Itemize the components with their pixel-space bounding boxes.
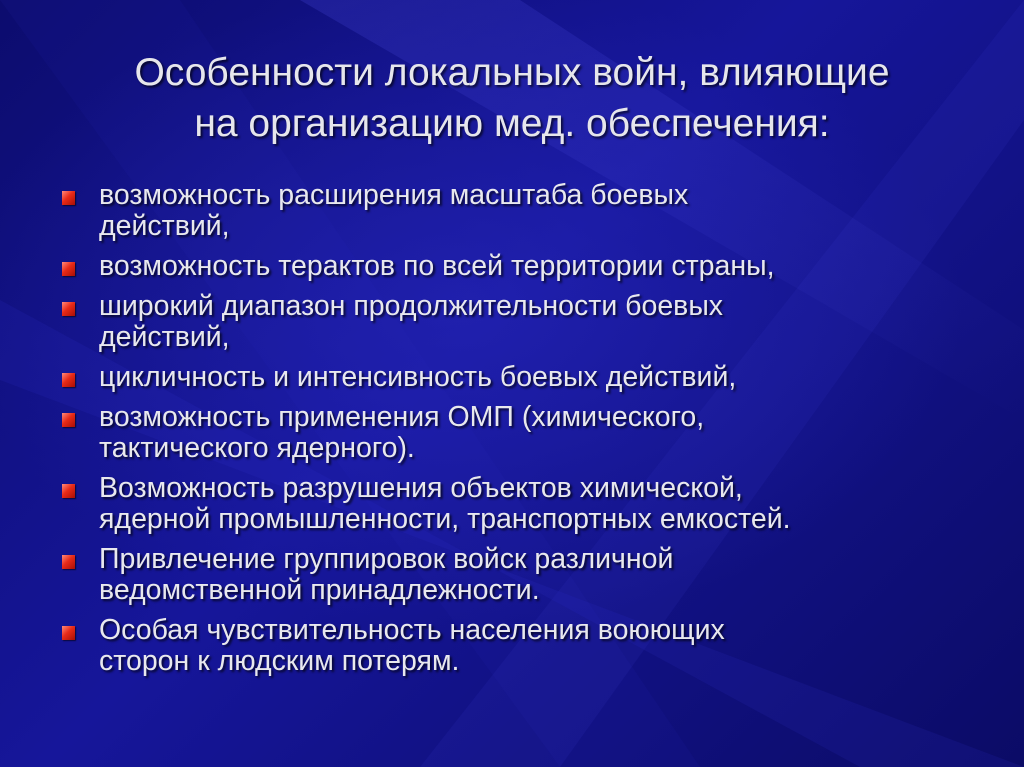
list-item-text: Привлечение группировок войск различной [99,543,674,575]
list-item-text: тактического ядерного). [99,432,415,464]
list-item-text: Особая чувствительность населения воюющих [99,614,725,646]
list-item [62,251,962,282]
list-item [62,291,962,353]
list-item [62,544,962,606]
title-line-2: на организацию мед. обеспечения: [194,102,830,145]
list-item-text: действий, [99,321,230,353]
red-square-bullet-icon [62,302,75,316]
red-square-bullet-icon [62,555,75,569]
title-line-1: Особенности локальных войн, влияющие [134,51,890,94]
list-item-text: возможность применения ОМП (химического, [99,401,705,433]
list-item [62,362,962,393]
list-item-text: Возможность разрушения объектов химической, [99,472,743,504]
list-item [62,180,962,242]
red-square-bullet-icon [62,484,75,498]
slide-title [0,47,1024,149]
list-item-text: возможность расширения масштаба боевых [99,179,689,211]
list-item-text: сторон к людским потерям. [99,645,460,677]
list-item [62,402,962,464]
list-item-text: действий, [99,210,230,242]
red-square-bullet-icon [62,373,75,387]
red-square-bullet-icon [62,626,75,640]
list-item-text: цикличность и интенсивность боевых действий, [99,361,737,393]
list-item-text: возможность терактов по всей территории страны, [99,250,775,282]
list-item-text: широкий диапазон продолжительности боевых [99,290,724,322]
list-item [62,473,962,535]
bullet-list [62,180,962,686]
red-square-bullet-icon [62,191,75,205]
red-square-bullet-icon [62,413,75,427]
list-item-text: ведомственной принадлежности. [99,574,540,606]
red-square-bullet-icon [62,262,75,276]
list-item [62,615,962,677]
list-item-text: ядерной промышленности, транспортных емкостей. [99,503,791,535]
